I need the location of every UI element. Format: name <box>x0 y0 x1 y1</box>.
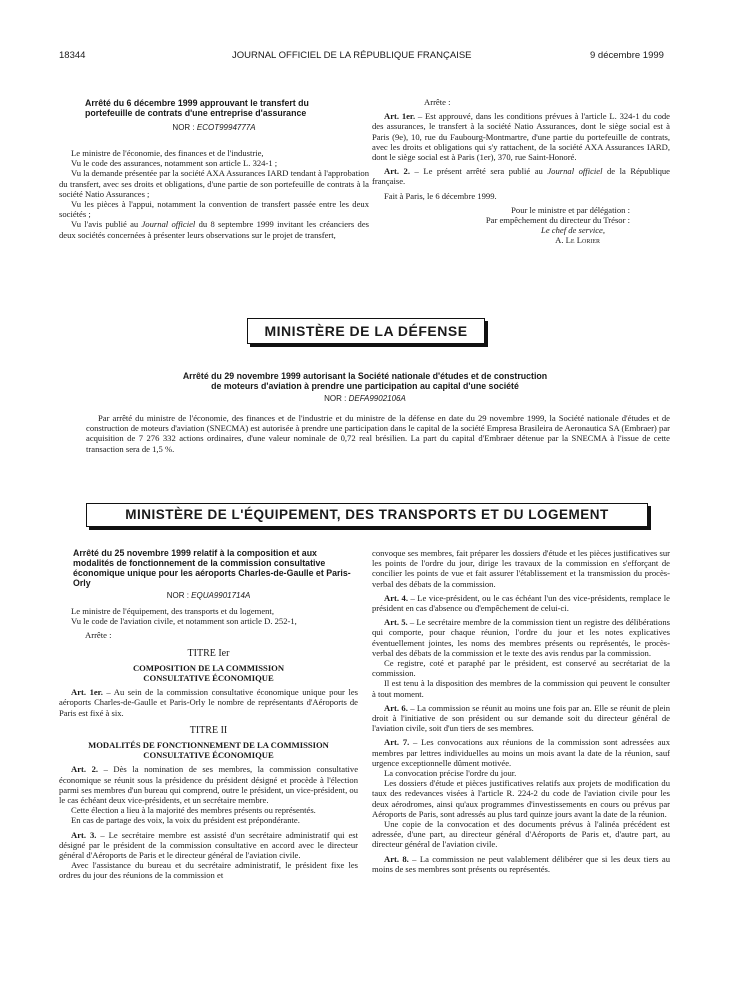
titre-heading: TITRE Ier <box>187 647 230 659</box>
page-number: 18344 <box>59 50 86 61</box>
article-2: Art. 2. – Le présent arrêté sera publié au Journal officiel de la République française. <box>372 166 670 187</box>
ministry-box-defense: MINISTÈRE DE LA DÉFENSE <box>247 318 485 344</box>
equipement-right-column: convoque ses membres, fait préparer les dossiers d'étude et les pièces justificatives sur les points de l'ordre du jour, dirige les travaux de la commission en s'efforçant de concilier les points de vue et fait assurer l'établissement et la transmission du procès-verbal des débats de la commission. Art. 4. – Le vice-président, ou le cas échéant l'un des vice-présidents, remplace le président en cas d'absence ou d'empêchement de celui-ci. Art. 5. – Le secrétaire membre de la commission tient un registre des délibérations qui comporte, pour chaque réunion, l'ordre du jour et les notes explicatives éventuellement jointes, les noms des membres présents ou représentés, le procès-verbal des débats de la commission et le texte des avis rendus par la commission. Ce registre, coté et paraphé par le président, est conservé au secrétariat de la commission. Il est tenu à la disposition des membres de la commission qui peuvent le consulter à tout moment. Art. 6. – La commission se réunit au moins une fois par an. Elle se réunit de plein droit à l'initiative de son président ou sur demande soit du directeur général de l'aviation civile, soit d'un tiers de ses membres. Art. 7. – Les convocations aux réunions de la commission sont adressées aux membres par lettres individuelles au moins un mois avant la date de la réunion, sauf urgence exceptionnelle dûment motivée. La convocation précise l'ordre du jour. Les dossiers d'étude et pièces justificatives relatifs aux projets de modification du taux des redevances visées à l'article R. 224-2 du code de l'aviation civile pour les deux aérodromes, ainsi qu'aux programmes d'investissements en cours ou prévus par Aéroports de Paris, sont adressés au plus tard quinze jours avant la date de la réunion. Une copie de la convocation et des documents prévus à l'alinéa précédent est adressée, d'une part, au directeur général d'Aéroports de Paris et, d'autre part, au directeur général de l'aviation civile. Art. 8. – La commission ne peut valablement délibérer que si les deux tiers au moins de ses membres sont présents ou représentés. <box>372 548 671 874</box>
article-8: Art. 8. – La commission ne peut valablement délibérer que si les deux tiers au moins de ses membres sont présents ou représentés. <box>372 853 670 874</box>
nor-code: DEFA9902106A <box>348 394 406 403</box>
nor-line: NOR : ECOT9994777A <box>172 123 256 132</box>
defense-title: Arrêté du 29 novembre 1999 autorisant la Société nationale d'études et de construction de moteurs d'aviation à prendre une participation au capital d'une société <box>182 371 548 391</box>
visa: Vu l'avis publié au Journal officiel du 8 septembre 1999 invitant les créanciers des deux sociétés concernées à présenter leurs observations sur le projet de transfert, <box>59 219 369 240</box>
article-1: Art. 1er. – Au sein de la commission consultative économique unique pour les aéroports Charles-de-Gaulle et Paris-Orly le nombre de représentants d'Aéroports de Paris est fixé à six. <box>59 687 358 718</box>
titre-heading: TITRE II <box>189 724 228 736</box>
signatory-name: A. Le Lorier <box>555 235 600 246</box>
signature-block <box>372 205 670 246</box>
arrete-label: Arrête : <box>424 97 451 107</box>
nor-line: NOR : EQUA9901714A <box>166 591 251 600</box>
nor-line: NOR : DEFA9902106A <box>324 394 406 403</box>
defense-body: Par arrêté du ministre de l'économie, des finances et de l'industrie et du ministre de la défense en date du 29 novembre 1999, la Société nationale d'études et de construction de moteurs d'aviation (SNECMA) est autorisée à prendre une participation dans le capital de la société Empresa Brasileira de Aeronautica SA (Embraer) par acquisition de 7 276 332 actions ordinaires, d'une valeur nominale de 0,72 real brésilien. La part du capital d'Embraer détenue par la SNECMA à l'issue de cette transaction sera de 1,5 %. <box>86 413 670 454</box>
signature-line: Par empêchement du directeur du Trésor : <box>485 215 630 226</box>
titre-subheading: MODALITÉS DE FONCTIONNEMENT DE LA COMMISSION CONSULTATIVE ÉCONOMIQUE <box>88 740 329 761</box>
article-6: Art. 6. – La commission se réunit au moins une fois par an. Elle se réunit de plein droit à l'initiative de son président ou sur demande soit du directeur général de l'aviation civile, soit d'un tiers de ses membres. <box>372 702 671 734</box>
article-3: Art. 3. – Le secrétaire membre est assisté d'un secrétaire administratif qui est désigné par le président de la commission consultative en accord avec le directeur général d'Aéroports de Paris et le directeur général de l'aviation civile. <box>59 829 359 861</box>
nor-code: ECOT9994777A <box>196 123 256 132</box>
signature-line: Pour le ministre et par délégation : <box>511 204 630 215</box>
article-4: Art. 4. – Le vice-président, ou le cas échéant l'un des vice-présidents, remplace le président en cas d'absence ou d'empêchement de celui-ci. <box>372 592 670 614</box>
header-date: 9 décembre 1999 <box>590 50 664 61</box>
nor-code: EQUA9901714A <box>191 591 251 600</box>
arrete-assurance-right <box>372 97 670 246</box>
arrete-title: Arrêté du 25 novembre 1999 relatif à la composition et aux modalités de fonctionnement de la commission consultative économique unique pour les aéroports Charles-de-Gaulle et Paris-Orly <box>73 548 351 588</box>
article-7: Art. 7. – Les convocations aux réunions de la commission sont adressées aux membres par lettres individuelles au moins un mois avant la date de la réunion, sauf urgence exceptionnelle dûment motivée. <box>372 737 670 768</box>
visa: Vu les pièces à l'appui, notamment la convention de transfert passée entre les deux sociétés ; <box>59 199 369 220</box>
journal-title: JOURNAL OFFICIEL DE LA RÉPUBLIQUE FRANÇAISE <box>232 50 472 61</box>
article-5: Art. 5. – Le secrétaire membre de la commission tient un registre des délibérations qui comporte, pour chaque réunion, l'ordre du jour et les notes explicatives éventuellement jointes, les noms des membres présents ou représentés, le procès-verbal des débats de la commission et le texte des avis rendus par la commission. <box>372 617 671 658</box>
fait-a: Fait à Paris, le 6 décembre 1999. <box>384 190 497 201</box>
article-1: Art. 1er. – Est approuvé, dans les conditions prévues à l'article L. 324-1 du code des assurances, le transfert à la société Natio Assurances, dont le siège social est à Paris (9e), 10, rue du Faubourg-Montmartre, d'une partie du portefeuille de contrats, avec les droits et obligations qui s'y rattachent, de la société AXA Assurances IARD, dont le siège social est à Paris (1er), 370, rue Saint-Honoré. <box>372 111 670 163</box>
article-2: Art. 2. – Dès la nomination de ses membres, la commission consultative économique se réunit sous la présidence du président désigné et procède à l'élection parmi ses membres d'un bureau qui comprend, outre le président, un vice-président, ou le cas échéant deux vice-présidents, et un secrétaire membre. <box>59 764 359 806</box>
visa: Le ministre de l'économie, des finances et de l'industrie, <box>71 148 264 158</box>
visa: Vu la demande présentée par la société AXA Assurances IARD tendant à l'approbation du transfert, avec ses droits et obligations, d'une partie de son portefeuille de contrats à la société Natio Assurances ; <box>59 168 369 199</box>
titre-subheading: COMPOSITION DE LA COMMISSION CONSULTATIVE ÉCONOMIQUE <box>132 662 285 684</box>
arrete-title: Arrêté du 6 décembre 1999 approuvant le transfert du portefeuille de contrats d'une entreprise d'assurance <box>85 98 309 118</box>
signature-line: Le chef de service, <box>541 225 605 236</box>
ministry-box-equipement: MINISTÈRE DE L'ÉQUIPEMENT, DES TRANSPORTS ET DU LOGEMENT <box>86 503 648 527</box>
equipement-body-left: Le ministre de l'équipement, des transports et du logement, Vu le code de l'aviation civile, et notamment son article D. 252-1, Arrête : TITRE Ier COMPOSITION DE LA COMMISSION CONSULTATIVE ÉCONOMIQUE Art. 1er. – Au sein de la commission consultative économique unique pour les aéroports Charles-de-Gaulle et Paris-Orly le nombre de représentants d'Aéroports de Paris est fixé à six. TITRE II MODALITÉS DE FONCTIONNEMENT DE LA COMMISSION CONSULTATIVE ÉCONOMIQUE Art. 2. – Dès la nomination de ses membres, la commission consultative économique se réunit sous la présidence du président désigné et procède à l'élection parmi ses membres d'un bureau qui comprend, outre le président, un vice-président, ou le cas échéant deux vice-présidents, et un secrétaire membre. Cette élection a lieu à la majorité des membres présents ou représentés. En cas de partage des voix, la voix du président est prépondérante. Art. 3. – Le secrétaire membre est assisté d'un secrétaire administratif qui est désigné par le président de la commission consultative en accord avec le directeur général d'Aéroports de Paris et le directeur général de l'aviation civile. Avec l'assistance du bureau et du secrétaire administratif, le président fixe les ordres du jour des réunions de la commission et <box>59 606 359 881</box>
equipement-left-column <box>59 548 358 881</box>
visas <box>59 148 369 240</box>
visa: Vu le code des assurances, notamment son article L. 324-1 ; <box>71 158 278 169</box>
arrete-assurance-left <box>59 98 369 240</box>
